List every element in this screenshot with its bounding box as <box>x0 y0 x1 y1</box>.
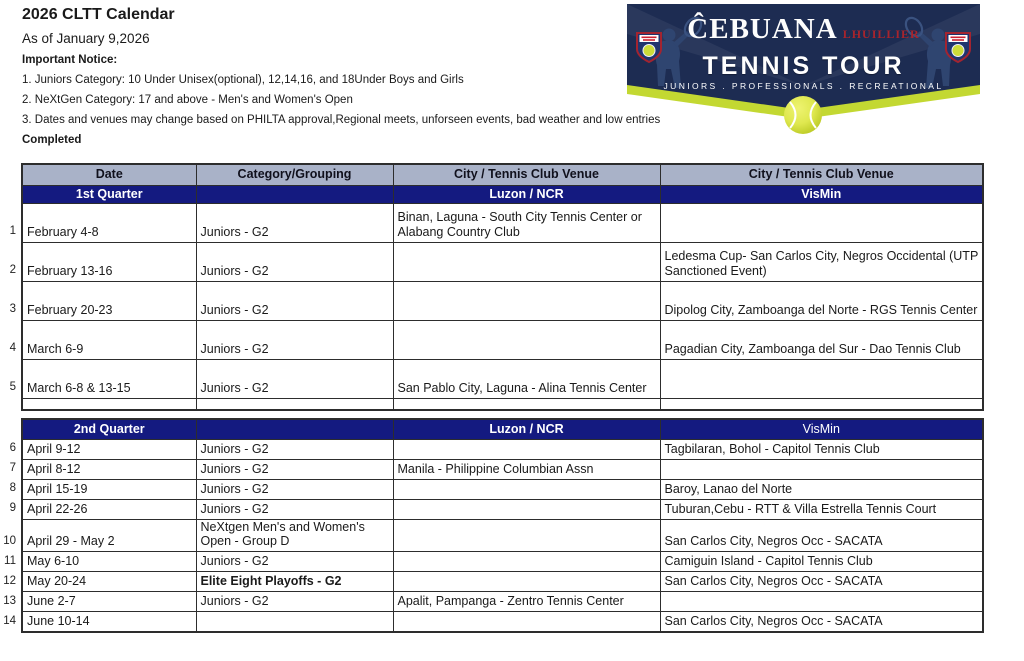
vismin-venue-cell: Tagbilaran, Bohol - Capitol Tennis Club <box>660 439 983 459</box>
region-label-vismin: VisMin <box>660 419 983 439</box>
category-cell: NeXtgen Men's and Women's Open - Group D <box>196 519 393 552</box>
calendar-row <box>0 519 983 552</box>
category-cell: Juniors - G2 <box>196 242 393 281</box>
brand-cebuana: ĈEBUANA <box>687 13 838 45</box>
category-cell <box>196 398 393 410</box>
luzon-venue-cell <box>393 519 660 552</box>
date-cell: February 20-23 <box>22 281 196 320</box>
intro-block <box>22 6 660 146</box>
category-cell: Juniors - G2 <box>196 592 393 612</box>
category-cell: Juniors - G2 <box>196 479 393 499</box>
quarter-spacer <box>196 419 393 439</box>
luzon-venue-cell <box>393 612 660 632</box>
page-title: 2026 CLTT Calendar <box>22 6 175 23</box>
luzon-venue-cell <box>393 499 660 519</box>
date-cell: May 20-24 <box>22 572 196 592</box>
tennis-ball-icon <box>784 96 822 134</box>
quarter-table-2 <box>0 418 984 633</box>
quarter-table-1 <box>0 163 984 411</box>
date-cell: February 4-8 <box>22 203 196 242</box>
vismin-venue-cell: San Carlos City, Negros Occ - SACATA <box>660 519 983 552</box>
row-number: 14 <box>0 612 22 632</box>
vismin-venue-cell: Tuburan,Cebu - RTT & Villa Estrella Tennis Court <box>660 499 983 519</box>
column-header: City / Tennis Club Venue <box>660 164 983 185</box>
date-cell: May 6-10 <box>22 552 196 572</box>
category-cell: Juniors - G2 <box>196 281 393 320</box>
calendar-row <box>0 499 983 519</box>
date-cell: June 2-7 <box>22 592 196 612</box>
calendar-row <box>0 281 983 320</box>
calendar-row <box>0 459 983 479</box>
vismin-venue-cell <box>660 592 983 612</box>
calendar-tables <box>0 163 1024 633</box>
luzon-venue-cell <box>393 552 660 572</box>
quarter-spacer <box>196 185 393 203</box>
vismin-venue-cell: Pagadian City, Zamboanga del Sur - Dao Tennis Club <box>660 320 983 359</box>
category-cell: Juniors - G2 <box>196 439 393 459</box>
calendar-row <box>0 592 983 612</box>
category-cell: Juniors - G2 <box>196 499 393 519</box>
row-number: 9 <box>0 499 22 519</box>
luzon-venue-cell: Manila - Philippine Columbian Assn <box>393 459 660 479</box>
row-number: 8 <box>0 479 22 499</box>
tour-tagline: JUNIORS . PROFESSIONALS . RECREATIONAL <box>663 81 944 91</box>
row-number: 13 <box>0 592 22 612</box>
date-cell: March 6-8 & 13-15 <box>22 359 196 398</box>
row-number: 1 <box>0 203 22 242</box>
row-number: 12 <box>0 572 22 592</box>
luzon-venue-cell <box>393 439 660 459</box>
column-header: Category/Grouping <box>196 164 393 185</box>
luzon-venue-cell: San Pablo City, Laguna - Alina Tennis Center <box>393 359 660 398</box>
vismin-venue-cell <box>660 203 983 242</box>
brand-lhuillier: LHUILLIER <box>842 27 920 41</box>
category-cell: Juniors - G2 <box>196 320 393 359</box>
category-cell: Juniors - G2 <box>196 459 393 479</box>
category-cell <box>196 612 393 632</box>
calendar-row <box>0 439 983 459</box>
category-cell: Elite Eight Playoffs - G2 <box>196 572 393 592</box>
date-cell: April 9-12 <box>22 439 196 459</box>
calendar-row <box>0 359 983 398</box>
region-label-vismin: VisMin <box>660 185 983 203</box>
vismin-venue-cell: Baroy, Lanao del Norte <box>660 479 983 499</box>
tennis-tour-title: TENNIS TOUR <box>702 52 905 80</box>
luzon-venue-cell <box>393 320 660 359</box>
row-number: 4 <box>0 320 22 359</box>
date-cell: April 8-12 <box>22 459 196 479</box>
calendar-row <box>0 572 983 592</box>
brand-wordmark <box>627 15 980 44</box>
notice-line-2: 2. NeXtGen Category: 17 and above - Men's and Women's Open <box>22 94 353 106</box>
row-number: 10 <box>0 519 22 552</box>
category-cell: Juniors - G2 <box>196 203 393 242</box>
vismin-venue-cell: Dipolog City, Zamboanga del Norte - RGS Tennis Center <box>660 281 983 320</box>
category-cell: Juniors - G2 <box>196 552 393 572</box>
vismin-venue-cell <box>660 359 983 398</box>
calendar-row <box>0 479 983 499</box>
row-number <box>0 419 22 439</box>
column-header: Date <box>22 164 196 185</box>
row-number: 6 <box>0 439 22 459</box>
row-number: 7 <box>0 459 22 479</box>
vismin-venue-cell <box>660 459 983 479</box>
calendar-row <box>0 612 983 632</box>
region-label-luzon: Luzon / NCR <box>393 185 660 203</box>
row-number <box>0 185 22 203</box>
completed-label: Completed <box>22 134 82 146</box>
vismin-venue-cell <box>660 398 983 410</box>
quarter-label: 2nd Quarter <box>22 419 196 439</box>
vismin-venue-cell: Camiguin Island - Capitol Tennis Club <box>660 552 983 572</box>
column-header: City / Tennis Club Venue <box>393 164 660 185</box>
row-number <box>0 164 22 185</box>
date-cell <box>22 398 196 410</box>
date-cell: June 10-14 <box>22 612 196 632</box>
date-cell: March 6-9 <box>22 320 196 359</box>
luzon-venue-cell <box>393 242 660 281</box>
row-number: 5 <box>0 359 22 398</box>
luzon-venue-cell: Apalit, Pampanga - Zentro Tennis Center <box>393 592 660 612</box>
notice-line-3: 3. Dates and venues may change based on PHILTA approval,Regional meets, unforseen events, bad weather and low entries <box>22 114 661 126</box>
region-label-luzon: Luzon / NCR <box>393 419 660 439</box>
date-cell: February 13-16 <box>22 242 196 281</box>
luzon-venue-cell <box>393 572 660 592</box>
calendar-row <box>0 320 983 359</box>
date-cell: April 15-19 <box>22 479 196 499</box>
luzon-venue-cell <box>393 398 660 410</box>
quarter-label: 1st Quarter <box>22 185 196 203</box>
notice-line-1: 1. Juniors Category: 10 Under Unisex(optional), 12,14,16, and 18Under Boys and Girls <box>22 74 464 86</box>
vismin-venue-cell: Ledesma Cup- San Carlos City, Negros Occidental (UTP Sanctioned Event) <box>660 242 983 281</box>
luzon-venue-cell: Binan, Laguna - South City Tennis Center or Alabang Country Club <box>393 203 660 242</box>
row-number <box>0 398 22 410</box>
luzon-venue-cell <box>393 281 660 320</box>
calendar-row <box>0 398 983 410</box>
category-cell: Juniors - G2 <box>196 359 393 398</box>
vismin-venue-cell: San Carlos City, Negros Occ - SACATA <box>660 572 983 592</box>
calendar-row <box>0 552 983 572</box>
tennis-tour-banner <box>627 4 980 138</box>
luzon-venue-cell <box>393 479 660 499</box>
calendar-row <box>0 203 983 242</box>
row-number: 11 <box>0 552 22 572</box>
calendar-row <box>0 242 983 281</box>
date-cell: April 29 - May 2 <box>22 519 196 552</box>
row-number: 2 <box>0 242 22 281</box>
as-of-date: As of January 9,2026 <box>22 31 150 46</box>
row-number: 3 <box>0 281 22 320</box>
vismin-venue-cell: San Carlos City, Negros Occ - SACATA <box>660 612 983 632</box>
notice-heading: Important Notice: <box>22 54 118 66</box>
date-cell: April 22-26 <box>22 499 196 519</box>
